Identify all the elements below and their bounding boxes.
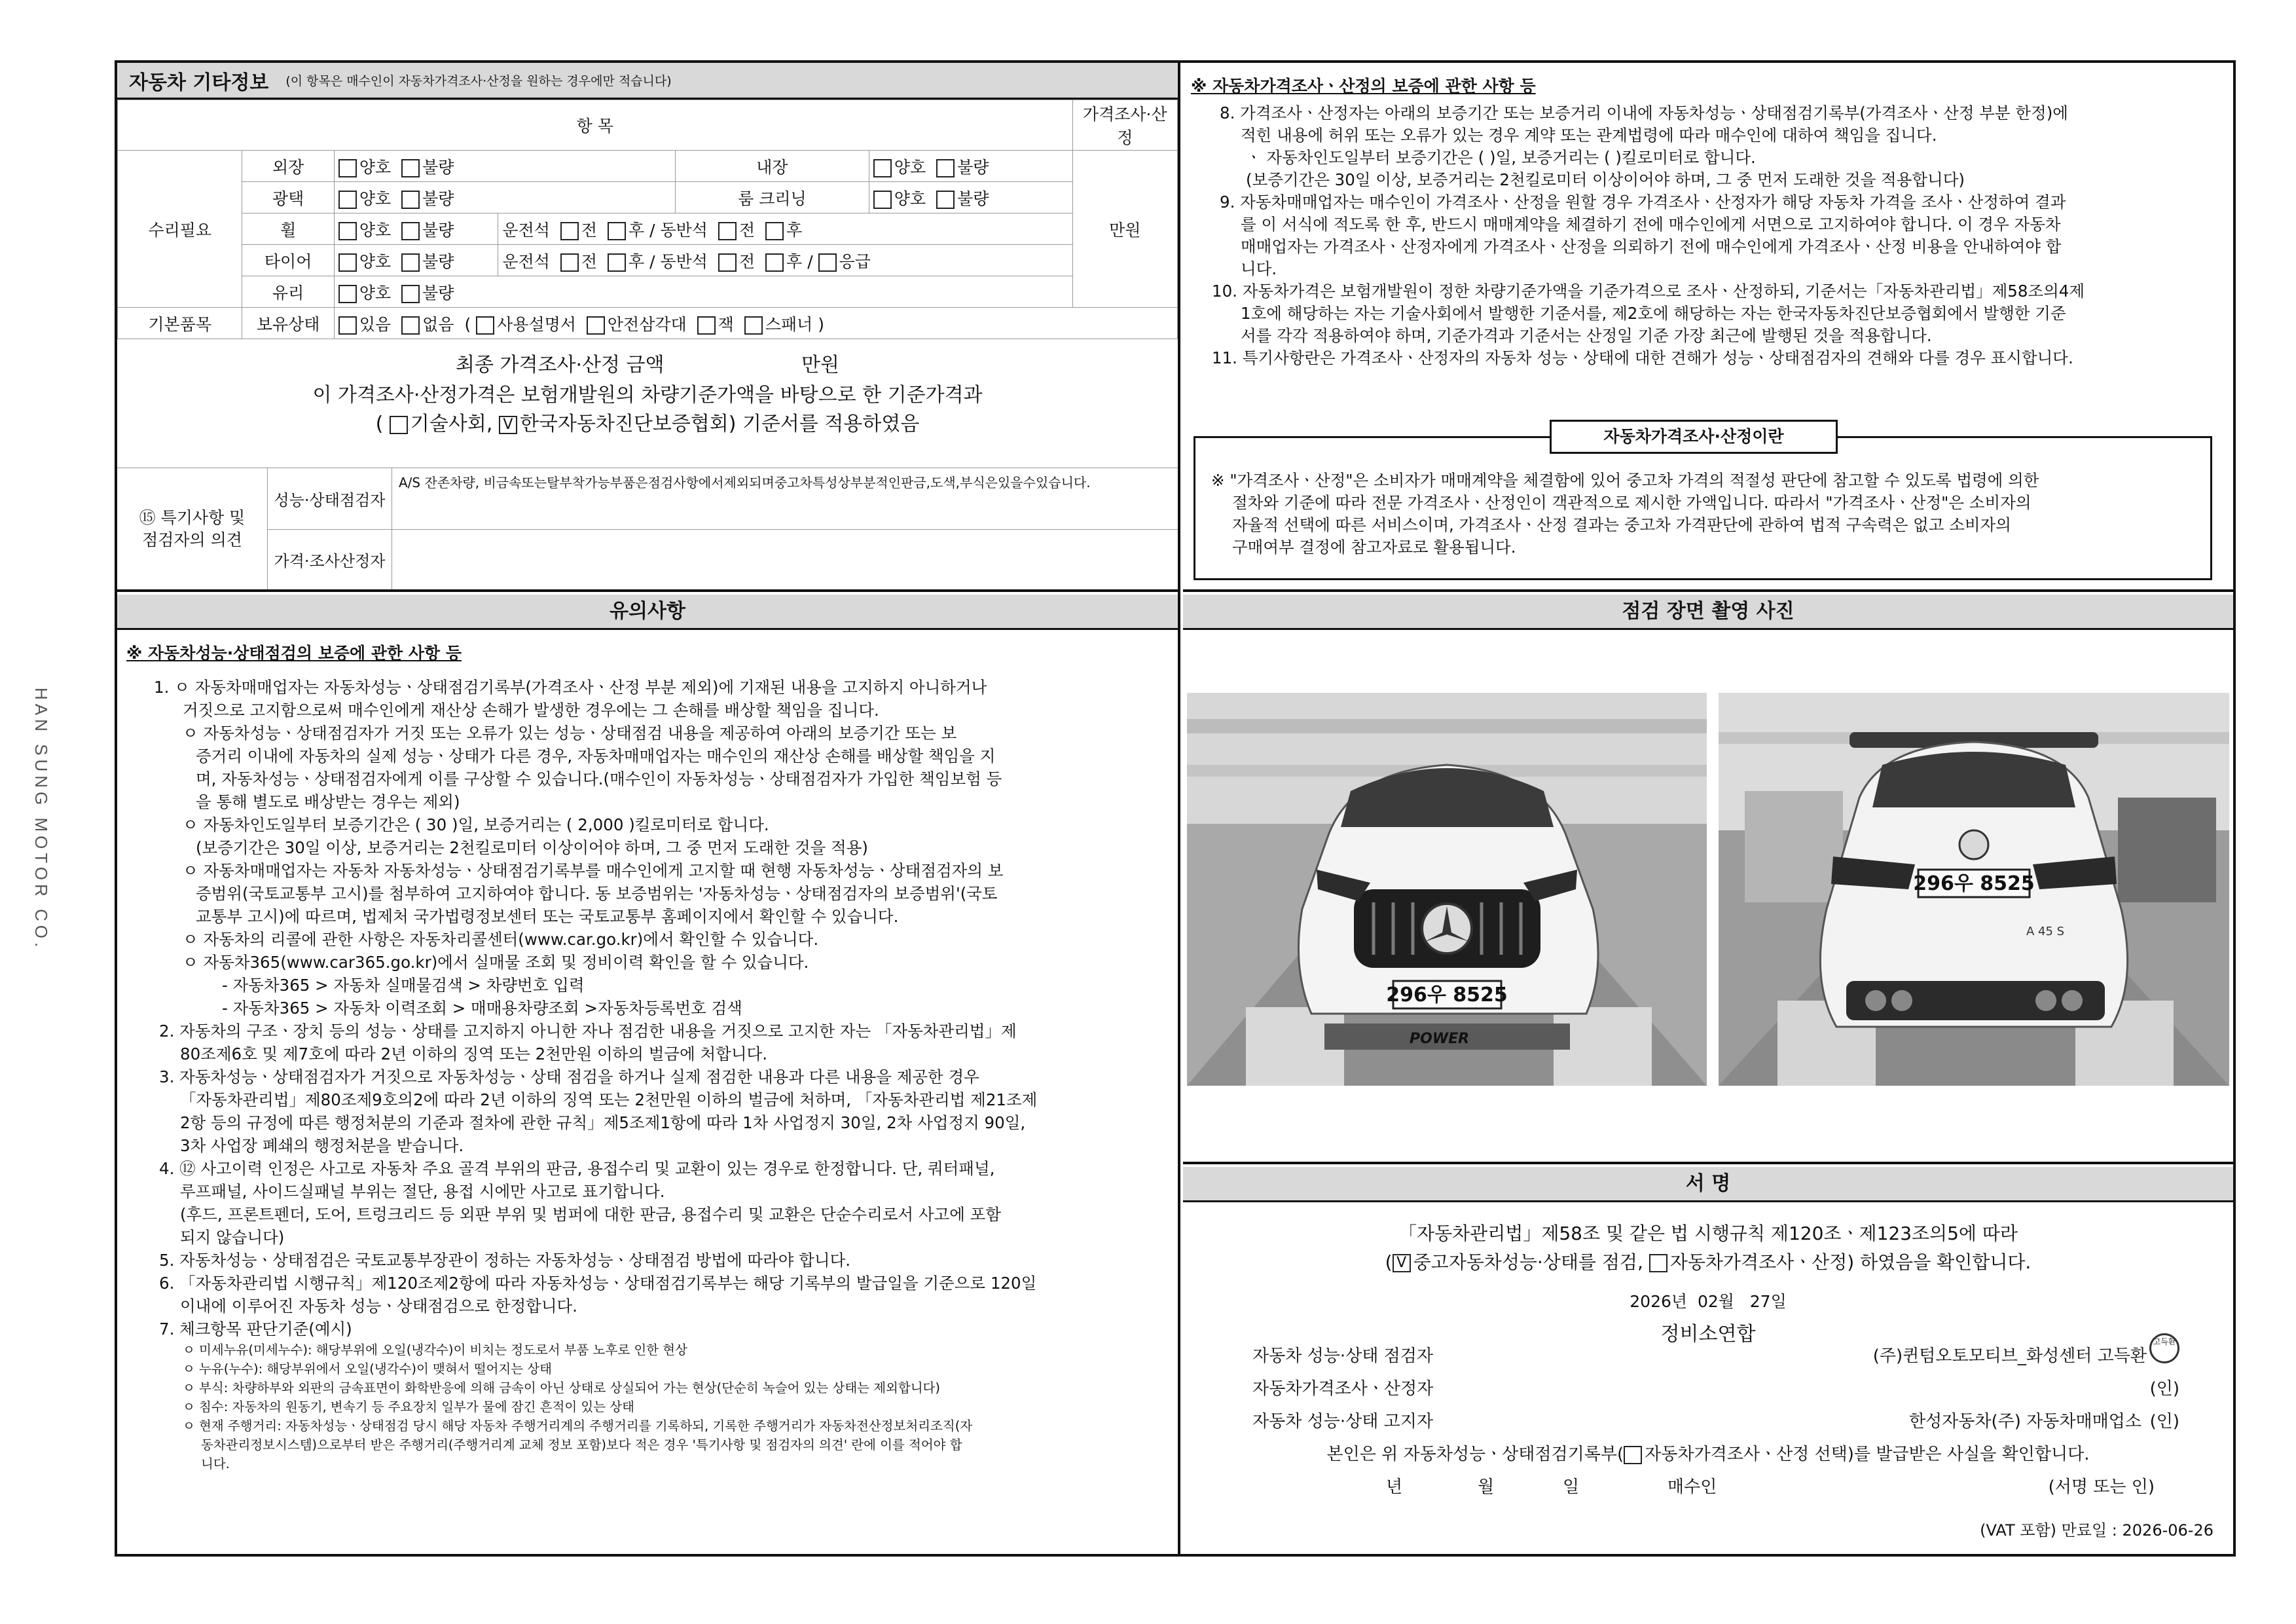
row-interior: 내장 bbox=[676, 151, 869, 182]
expiry-date: (VAT 포함) 만료일 : 2026-06-26 bbox=[1980, 1521, 2214, 1540]
perf-inspector-note: A/S 잔존차량, 비금속또는탈부착가능부품은점검사항에서제외되며중고차특성상부분적인판금,도색,부식은있을수있습니다. bbox=[399, 475, 1091, 490]
row-wheel: 휠 bbox=[242, 213, 334, 245]
checkbox[interactable] bbox=[873, 191, 892, 209]
criteria-line: ㅇ 미세누유(미세누수): 해당부위에 오일(냉각수)이 비치는 정도로서 부품 노후로 인한 현상 bbox=[183, 1342, 687, 1357]
criteria-line: 니다. bbox=[201, 1456, 230, 1471]
checkbox[interactable] bbox=[608, 253, 626, 272]
right-column bbox=[1183, 63, 2233, 1554]
checkbox[interactable] bbox=[338, 285, 357, 303]
inspector-name: (주)퀸텀오토모티브_화성센터 고득환 bbox=[1872, 1346, 2147, 1366]
basis-text: 이 가격조사·산정가격은 보험개발원의 차량기준가액을 바탕으로 한 기준가격과 ( 기술사회, V 한국자동차진단보증협회) 기준서를 적용하였음 bbox=[312, 384, 983, 435]
notice-line: 거짓으로 고지함으로써 매수인에게 재산상 손해가 발생한 경우에는 그 손해를 배상할 책임을 집니다. bbox=[183, 701, 879, 720]
front-plate: 296우 8525 bbox=[1386, 984, 1508, 1006]
stamp-seal: 고득환 bbox=[2149, 1333, 2179, 1363]
checkbox[interactable] bbox=[818, 253, 837, 272]
front-car-image bbox=[1187, 693, 1707, 1086]
checkbox[interactable] bbox=[338, 253, 357, 272]
signature-title: 서 명 bbox=[1183, 1167, 2233, 1202]
checkbox-performance[interactable]: V bbox=[1393, 1254, 1411, 1272]
rear-car-image bbox=[1719, 693, 2229, 1086]
receipt-row: 본인은 위 자동차성능ㆍ상태점검기록부( 자동차가격조사ㆍ산정 선택)를 발급받은 사실을 확인합니다. bbox=[1326, 1445, 2090, 1464]
notice-line: 3차 사업장 폐쇄의 행정처분을 받습니다. bbox=[180, 1136, 464, 1155]
row-glass: 유리 bbox=[242, 276, 334, 308]
checkbox-receipt-price[interactable] bbox=[1624, 1446, 1642, 1464]
side-company-text: HAN SUNG MOTOR CO. bbox=[31, 688, 51, 951]
criteria-line: ㅇ 침수: 자동차의 원동기, 변속기 등 주요장치 일부가 물에 잠긴 흔적이 있는 상태 bbox=[183, 1399, 634, 1414]
notice-line: 증거리 이내에 자동차의 실제 성능ㆍ상태가 다른 경우, 자동차매매업자는 매수인의 재산상 손해를 배상할 책임을 지 bbox=[196, 747, 996, 766]
photo-section bbox=[1183, 595, 2233, 1164]
guarantee-line: 를 이 서식에 적도록 한 후, 반드시 매매계약을 체결하기 전에 매수인에게 서면으로 고지하여야 합니다. 이 경우 자동차 bbox=[1241, 215, 2061, 234]
notice-line: 며, 자동차성능ㆍ상태점검자에게 이를 구상할 수 있습니다.(매수인이 자동차성능ㆍ상태점검자가 가입한 책임보험 등 bbox=[196, 769, 1002, 788]
price-definition-box: ※ "가격조사ㆍ산정"은 소비자가 매매계약을 체결함에 있어 중고차 가격의 적절성 판단에 참고할 수 있도록 법령에 의한 절차와 기준에 따라 전문 가격조사ㆍ산정인이 객관적으로 제시한 가액입니다. 따라서 "가격조사ㆍ산정"은 소비자의 자율적 선택에 따른 서비스이며, 가격조사ㆍ산정 결과는 중고차 가격판단에 관하여 법적 구속력은 없고 소비자의 구매여부 결정에 참고자료로 활용됩니다. bbox=[1194, 436, 2212, 580]
checkbox[interactable] bbox=[401, 316, 420, 335]
checkbox[interactable] bbox=[560, 222, 579, 240]
criteria-line: ㅇ 누유(누수): 해당부위에서 오일(냉각수)이 맺혀서 떨어지는 상태 bbox=[183, 1361, 552, 1376]
checkbox[interactable] bbox=[338, 222, 357, 240]
checkbox[interactable] bbox=[401, 159, 420, 177]
perf-inspector-row: 성능·상태점검자 A/S 잔존차량, 비금속또는탈부착가능부품은점검사항에서제외되며중고차특성상부분적인판금,도색,부식은있을수있습니다. bbox=[268, 468, 1178, 530]
criteria-line: 동차관리정보시스템)으로부터 받은 주행거리(주행거리계 교체 정보 포함)보다 적은 경우 '특기사항 및 점검자의 의견' 란에 이를 적어야 합 bbox=[201, 1437, 962, 1452]
notifier-name: 한성자동차(주) 자동차매매업소 bbox=[1908, 1412, 2141, 1431]
guarantee-line: 10. 자동차가격은 보험개발원이 정한 차량기준가액을 기준가격으로 조사ㆍ산정하되, 기준서는「자동차관리법」제58조의4제 bbox=[1212, 282, 2085, 301]
other-info-section bbox=[117, 63, 1178, 592]
notice-line: ㅇ 자동차인도일부터 보증기간은 ( 30 )일, 보증거리는 ( 2,000 )킬로미터로 합니다. bbox=[183, 815, 769, 834]
checkbox[interactable] bbox=[744, 316, 763, 335]
notice-line: (보증기간은 30일 이상, 보증거리는 2천킬로미터 이상이어야 하며, 그 중 먼저 도래한 것을 적용) bbox=[196, 838, 868, 857]
checkbox[interactable] bbox=[765, 222, 784, 240]
notice-line: 5. 자동차성능ㆍ상태점검은 국토교통부장관이 정하는 자동차성능ㆍ상태점검 방법에 따라야 합니다. bbox=[159, 1251, 851, 1270]
notice-items bbox=[117, 676, 1178, 1473]
notice-title: 유의사항 bbox=[117, 595, 1178, 630]
repair-label: 수리필요 bbox=[118, 151, 242, 308]
checkbox[interactable] bbox=[718, 222, 737, 240]
notice-line: - 자동차365 > 자동차 실매물검색 > 차량번호 입력 bbox=[222, 976, 585, 995]
row-holding: 보유상태 bbox=[242, 308, 334, 339]
notice-line: 이내에 이루어진 자동차 성능ㆍ상태점검으로 한정합니다. bbox=[180, 1297, 577, 1316]
notice-line: 되지 않습니다) bbox=[180, 1228, 285, 1247]
notice-section bbox=[117, 595, 1178, 1559]
checkbox[interactable] bbox=[936, 191, 955, 209]
other-info-subtitle: (이 항목은 매수인이 자동차가격조사·산정을 원하는 경우에만 적습니다) bbox=[285, 74, 672, 88]
notice-line: 「자동차관리법」제80조제9호의2에 따라 2년 이하의 징역 또는 2천만원 이하의 벌금에 처하며, 「자동차관리법 제21조제 bbox=[180, 1090, 1038, 1109]
photo-title: 점검 장면 촬영 사진 bbox=[1183, 595, 2233, 630]
guarantee-line: 8. 가격조사ㆍ산정자는 아래의 보증기간 또는 보증거리 이내에 자동차성능ㆍ상태점검기록부(가격조사ㆍ산정 부분 한정)에 bbox=[1220, 103, 2068, 122]
checkbox[interactable] bbox=[401, 191, 420, 209]
notice-line: 3. 자동차성능ㆍ상태점검자가 거짓으로 자동차성능ㆍ상태 점검을 하거나 실제 점검한 내용과 다른 내용을 제공한 경우 bbox=[159, 1067, 979, 1086]
guarantee-line: 11. 특기사항란은 가격조사ㆍ산정자의 자동차 성능ㆍ상태에 대한 견해가 성능ㆍ상태점검자의 견해와 다를 경우 표시합니다. bbox=[1212, 348, 2073, 367]
checkbox[interactable] bbox=[338, 159, 357, 177]
row-room: 룸 크리닝 bbox=[676, 182, 869, 213]
checkbox[interactable] bbox=[873, 159, 892, 177]
checkbox[interactable] bbox=[936, 159, 955, 177]
criteria-line: ㅇ 현재 주행거리: 자동차성능ㆍ상태점검 당시 해당 자동차 주행거리계의 주행거리를 기록하되, 기록한 주행거리가 자동차전산정보처리조직(자 bbox=[183, 1418, 973, 1433]
col-price-header: 가격조사·산정 bbox=[1072, 100, 1177, 151]
notice-line: ㅇ 자동차매매업자는 자동차 자동차성능ㆍ상태점검기록부를 매수인에게 고지할 때 현행 자동차성능ㆍ상태점검자의 보 bbox=[183, 861, 1004, 880]
notice-line: ㅇ 자동차365(www.car365.go.kr)에서 실매물 조회 및 정비이력 확인을 할 수 있습니다. bbox=[183, 953, 809, 972]
checkbox[interactable] bbox=[587, 316, 605, 335]
inspection-sheet bbox=[115, 60, 2236, 1557]
dyno-label: POWER bbox=[1410, 1031, 1470, 1047]
repair-table: 항 목 가격조사·산정 수리필요 외장 양호 불량 내장 양호 불량 만원 광택 양호 불량 룸 크리닝 양호 불량 휠 양호 불량 운전석 전 후 / 동반석 전 후 타이어 양호 불량 운전석 전 후 / 동반석 전 후 / 응급 유리 양호 불량 기본품목 보유상태 있음 없음 ( 사용설명서 안전삼각대 잭 스패너 ) bbox=[117, 100, 1178, 339]
row-exterior: 외장 bbox=[242, 151, 334, 182]
col-item-header: 항 목 bbox=[118, 100, 1073, 151]
notice-line: (후드, 프론트펜더, 도어, 트렁크리드 등 외판 부위 및 범퍼에 대한 판금, 용접수리 및 교환은 단순수리로서 사고에 포함 bbox=[180, 1205, 1001, 1224]
notice-line: 증범위(국토교통부 고시)를 첨부하여 고지하여야 합니다. 동 보증범위는 '자동차성능ㆍ상태점검자의 보증범위'(국토 bbox=[196, 884, 998, 903]
signature-date: 2026년 02월 27일 bbox=[1630, 1292, 1787, 1311]
checkbox[interactable] bbox=[608, 222, 626, 240]
price-guarantee-section bbox=[1183, 63, 2233, 592]
notice-line: 7. 체크항목 판단기준(예시) bbox=[159, 1320, 352, 1338]
checkbox[interactable] bbox=[401, 222, 420, 240]
special-notes bbox=[117, 468, 1178, 589]
signature-section: 서 명 「자동차관리법」제58조 및 같은 법 시행규칙 제120조ㆍ제123조의5에 따라 ( V 중고자동차성능·상태를 점검, 자동차가격조사ㆍ산정) 하였음을 확인합니다. 2026년 02월 27일 정비소연합 자동차 성능·상태 점검자 (주)퀸텀오토모티브_화성센터 고득환 고득환 자동차가격조사ㆍ산정자 (인) 자동차 성능·상태 고지자 한성자동차(주) 자동차매매업소 (인) 본인은 위 자동차성능ㆍ상태점검기록부( 자동차가격조사ㆍ산정 선택)를 발급받은 사실을 확인합니다. 년 월 일 매수인 (서명 또는 인) (VAT 포함) 만료일 : 2026-06-26 bbox=[1183, 1167, 2233, 1560]
special-notes-label: ⑮ 특기사항 및 점검자의 의견 bbox=[117, 468, 268, 589]
price-guarantee-heading: ※ 자동차가격조사ㆍ산정의 보증에 관한 사항 등 bbox=[1191, 77, 1536, 96]
guarantee-line: (보증기간은 30일 이상, 보증거리는 2천킬로미터 이상이어야 하며, 그 중 먼저 도래한 것을 적용합니다) bbox=[1246, 170, 1965, 189]
checkbox[interactable] bbox=[401, 253, 420, 272]
model-badge: A 45 S bbox=[2026, 925, 2065, 938]
guarantee-line: 1호에 해당하는 자는 기술사회에서 발행한 기준서를, 제2호에 해당하는 자는 한국자동차진단보증협회에서 발행한 기준 bbox=[1241, 304, 2066, 323]
price-manwon: 만원 bbox=[1072, 151, 1177, 308]
notice-line: 80조제6호 및 제7호에 따라 2년 이하의 징역 또는 2천만원 이하의 벌금에 처합니다. bbox=[180, 1044, 767, 1063]
row-tire: 타이어 bbox=[242, 245, 334, 276]
notice-line: 교통부 고시)에 따르며, 법제처 국가법령정보센터 또는 국토교통부 홈페이지에서 확인할 수 있습니다. bbox=[196, 907, 899, 926]
guarantee-line: 적힌 내용에 허위 또는 오류가 있는 경우 계약 또는 관계법령에 따라 매수인에 대하여 책임을 집니다. bbox=[1241, 126, 1937, 145]
front-photo bbox=[1187, 693, 1707, 1086]
left-column bbox=[117, 63, 1180, 1554]
checkbox[interactable] bbox=[338, 191, 357, 209]
criteria-line: ㅇ 부식: 차량하부와 외판의 금속표면이 화학반응에 의해 금속이 아닌 상태로 상실되어 가는 현상(단순히 녹슬어 있는 상태는 제외합니다) bbox=[183, 1380, 940, 1395]
price-definition-title: 자동차가격조사·산정이란 bbox=[1550, 420, 1838, 454]
checkbox-tech-society[interactable] bbox=[390, 416, 408, 434]
rear-photo bbox=[1719, 693, 2229, 1086]
signature-org: 정비소연합 bbox=[1660, 1323, 1756, 1346]
guarantee-line: ㆍ 자동차인도일부터 보증기간은 ( )일, 보증거리는 ( )킬로미터로 합니다. bbox=[1246, 148, 1756, 167]
checkbox[interactable] bbox=[476, 316, 494, 335]
notice-line: ㅇ 자동차성능ㆍ상태점검자가 거짓 또는 오류가 있는 성능ㆍ상태점검 내용을 제공하여 아래의 보증기간 또는 보 bbox=[183, 724, 957, 743]
basic-label: 기본품목 bbox=[118, 308, 242, 339]
signature-law-line: 「자동차관리법」제58조 및 같은 법 시행규칙 제120조ㆍ제123조의5에 따라 bbox=[1398, 1223, 2018, 1244]
signature-confirm-line: ( V 중고자동차성능·상태를 점검, 자동차가격조사ㆍ산정) 하였음을 확인합니다. bbox=[1385, 1251, 2032, 1273]
guarantee-line: 9. 자동차매매업자는 매수인이 가격조사ㆍ산정을 원할 경우 가격조사ㆍ산정자가 해당 자동차 가격을 조사ㆍ산정하여 결과 bbox=[1220, 193, 2066, 212]
other-info-header bbox=[117, 63, 1178, 100]
guarantee-line: 매매업자는 가격조사ㆍ산정자에게 가격조사ㆍ산정을 의뢰하기 전에 매수인에게 가격조사ㆍ산정 비용을 안내하여야 합 bbox=[1241, 237, 2062, 256]
checkbox[interactable] bbox=[401, 285, 420, 303]
checkbox[interactable] bbox=[765, 253, 784, 272]
notice-line: 2. 자동차의 구조ㆍ장치 등의 성능ㆍ상태를 고지하지 아니한 자나 점검한 내용을 거짓으로 고지한 자는 「자동차관리법」제 bbox=[159, 1022, 1017, 1041]
notice-line: 루프패널, 사이드실패널 부위는 절단, 용접 시에만 사고로 표기합니다. bbox=[180, 1182, 665, 1201]
checkbox[interactable] bbox=[560, 253, 579, 272]
checkbox[interactable] bbox=[338, 316, 357, 335]
checkbox[interactable] bbox=[718, 253, 737, 272]
guarantee-line: 서를 각각 적용하여야 하며, 기준가격과 기준서는 산정일 기준 가장 최근에 발행된 것을 적용합니다. bbox=[1241, 326, 1932, 345]
row-gloss: 광택 bbox=[242, 182, 334, 213]
checkbox-price[interactable] bbox=[1649, 1254, 1667, 1272]
rear-plate: 296우 8525 bbox=[1913, 872, 2035, 895]
notice-line: 을 통해 별도로 배상받는 경우는 제외) bbox=[196, 792, 460, 811]
notice-line: 2항 등의 규정에 따른 행정처분의 기준과 절차에 관한 규칙」제5조제1항에 따라 1차 사업정지 30일, 2차 사업정지 90일, bbox=[180, 1113, 1026, 1132]
price-inspector-row: 가격·조사산정자 bbox=[268, 530, 1178, 589]
notice-line: - 자동차365 > 자동차 이력조회 > 매매용차량조회 >자동차등록번호 검색 bbox=[222, 999, 742, 1018]
guarantee-line: 니다. bbox=[1241, 259, 1277, 278]
notice-line: 4. ⑫ 사고이력 인정은 사고로 자동차 주요 골격 부위의 판금, 용접수리 및 교환이 있는 경우로 한정합니다. 단, 쿼터패널, bbox=[159, 1159, 995, 1178]
other-info-title: 자동차 기타정보 bbox=[129, 71, 269, 94]
notice-heading: ※ 자동차성능·상태점검의 보증에 관한 사항 등 bbox=[126, 644, 462, 663]
final-amount: 최종 가격조사·산정 금액 만원 bbox=[456, 354, 839, 377]
checkbox-kadia[interactable]: V bbox=[499, 416, 517, 434]
notice-line: 1. ㅇ 자동차매매업자는 자동차성능ㆍ상태점검기록부(가격조사ㆍ산정 부분 제외)에 기재된 내용을 고지하지 아니하거나 bbox=[154, 678, 987, 697]
notice-line: ㅇ 자동차의 리콜에 관한 사항은 자동차리콜센터(www.car.go.kr)에서 확인할 수 있습니다. bbox=[183, 930, 819, 949]
notice-line: 6. 「자동차관리법 시행규칙」제120조제2항에 따라 자동차성능ㆍ상태점검기록부는 해당 기록부의 발급일을 기준으로 120일 bbox=[159, 1274, 1037, 1293]
checkbox[interactable] bbox=[697, 316, 716, 335]
